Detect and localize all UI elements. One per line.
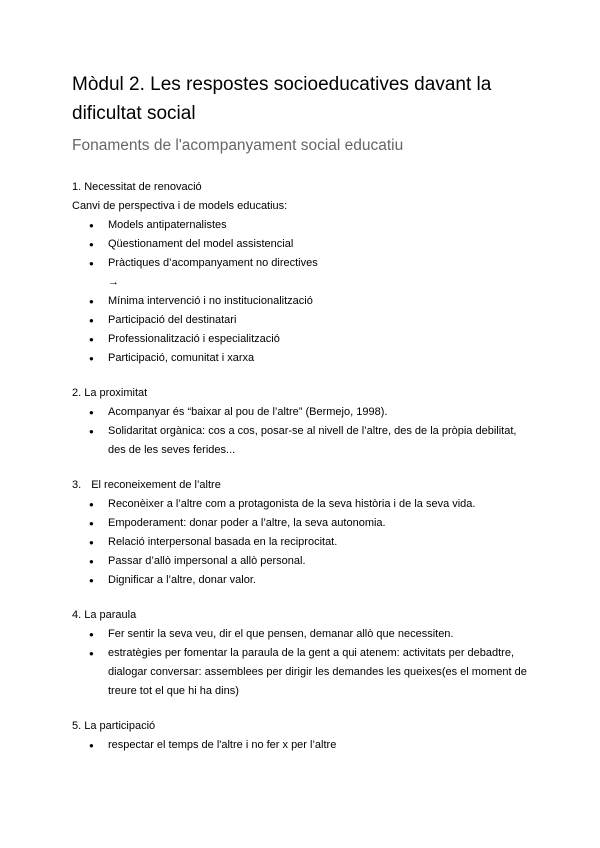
- list-item: [72, 533, 532, 552]
- bullet-list: [72, 403, 532, 460]
- list-item-text: respectar el temps de l'altre i no fer x per l’altre: [108, 739, 337, 751]
- section-participacio: [72, 717, 532, 755]
- section-intro: Canvi de perspectiva i de models educatius:: [72, 200, 288, 212]
- bullet-icon: ●: [89, 427, 94, 436]
- bullet-icon: ●: [89, 408, 94, 417]
- bullet-icon: ●: [89, 259, 94, 268]
- document-body: [72, 178, 532, 771]
- list-item: [72, 330, 532, 349]
- section-heading: 5. La participació: [72, 720, 156, 732]
- list-item-text: Participació, comunitat i xarxa: [108, 352, 255, 364]
- bullet-icon: ●: [89, 649, 94, 658]
- list-item: [72, 495, 532, 514]
- bullet-list: [72, 292, 532, 368]
- list-item-text: Professionalització i especialització: [108, 333, 280, 345]
- list-item-text: Relació interpersonal basada en la reciprocitat.: [108, 536, 338, 548]
- list-item-text: estratègies per fomentar la paraula de la gent a qui atenem: activitats per debadtre, dialogar conversar: assemblees per dirigir les demandes les queixes(es el moment de treure tot el que hi ha dins): [108, 647, 527, 697]
- section-paraula: [72, 606, 532, 701]
- bullet-icon: ●: [89, 335, 94, 344]
- bullet-list: [72, 625, 532, 701]
- list-item-text: Reconèixer a l’altre com a protagonista de la seva història i de la seva vida.: [108, 498, 476, 510]
- list-item-text: Qüestionament del model assistencial: [108, 238, 294, 250]
- list-item: [72, 254, 532, 273]
- bullet-icon: ●: [89, 316, 94, 325]
- list-item: [72, 552, 532, 571]
- list-item-text: Models antipaternalistes: [108, 219, 227, 231]
- list-item-text: Fer sentir la seva veu, dir el que pensen, demanar allò que necessiten.: [108, 628, 454, 640]
- bullet-icon: ●: [89, 221, 94, 230]
- list-item-text: Pràctiques d’acompanyament no directives: [108, 257, 318, 269]
- list-item: [72, 422, 532, 460]
- list-item: [72, 736, 532, 755]
- list-item-text: Empoderament: donar poder a l’altre, la seva autonomia.: [108, 517, 386, 529]
- bullet-icon: ●: [89, 576, 94, 585]
- list-item-text: Acompanyar és “baixar al pou de l’altre” (Bermejo, 1998).: [108, 406, 388, 418]
- list-item: [72, 644, 532, 701]
- list-item: [72, 216, 532, 235]
- bullet-list: [72, 736, 532, 755]
- section-heading: [72, 476, 532, 495]
- section-heading: 1. Necessitat de renovació: [72, 181, 202, 193]
- page-title: Mòdul 2. Les respostes socioeducatives davant la dificultat social: [72, 74, 492, 124]
- section-proximitat: [72, 384, 532, 460]
- section-heading: 2. La proximitat: [72, 387, 148, 399]
- bullet-icon: ●: [89, 630, 94, 639]
- section-heading: 4. La paraula: [72, 609, 137, 621]
- list-item-text: Passar d’allò impersonal a allò personal.: [108, 555, 306, 567]
- list-item: [72, 571, 532, 590]
- list-item-text: Mínima intervenció i no institucionalització: [108, 295, 313, 307]
- list-item: [72, 235, 532, 254]
- section-reconeixement: [72, 476, 532, 590]
- bullet-icon: ●: [89, 354, 94, 363]
- bullet-icon: ●: [89, 538, 94, 547]
- bullet-icon: ●: [89, 557, 94, 566]
- bullet-icon: ●: [89, 297, 94, 306]
- bullet-icon: ●: [89, 500, 94, 509]
- section-number: 3.: [72, 479, 82, 491]
- bullet-icon: ●: [89, 741, 94, 750]
- list-item-text: Dignificar a l’altre, donar valor.: [108, 574, 256, 586]
- list-item: [72, 514, 532, 533]
- section-heading-text: El reconeixement de l’altre: [91, 479, 221, 491]
- section-necessitat-renovacio: [72, 178, 532, 368]
- bullet-icon: ●: [89, 519, 94, 528]
- list-item: [72, 625, 532, 644]
- list-item: [72, 349, 532, 368]
- list-item-text: Solidaritat orgànica: cos a cos, posar-se al nivell de l’altre, des de la pròpia debilitat, des de les seves ferides...: [108, 425, 517, 456]
- bullet-list: [72, 216, 532, 273]
- list-item-text: Participació del destinatari: [108, 314, 237, 326]
- arrow-icon: →: [108, 276, 119, 288]
- list-item: [72, 311, 532, 330]
- page-subtitle: Fonaments de l'acompanyament social educatiu: [72, 137, 404, 154]
- bullet-icon: ●: [89, 240, 94, 249]
- list-item: [72, 403, 532, 422]
- bullet-list: [72, 495, 532, 590]
- list-item: [72, 292, 532, 311]
